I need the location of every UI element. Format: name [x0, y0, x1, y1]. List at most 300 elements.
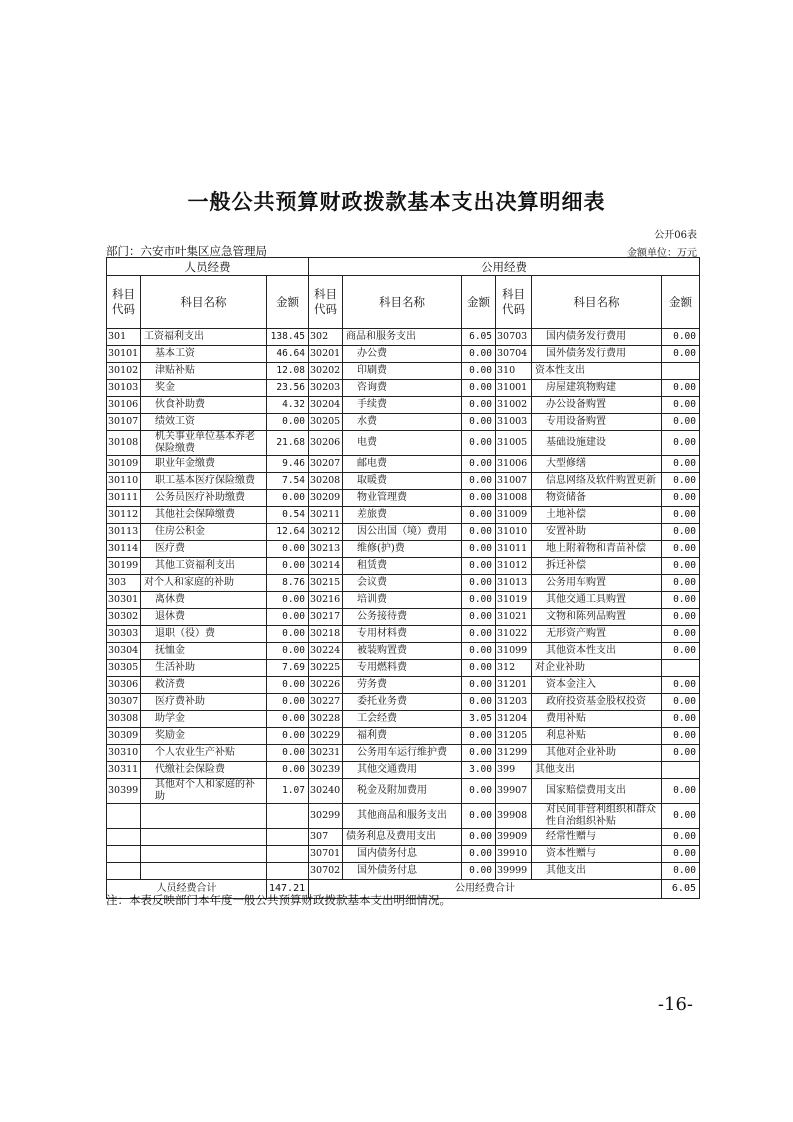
- item-code: 31007: [496, 473, 532, 490]
- item-code: 30102: [107, 363, 141, 380]
- item-amount: 0.00: [662, 541, 700, 558]
- item-amount: 0.00: [267, 643, 309, 660]
- item-code: 39907: [496, 779, 532, 804]
- item-code: 31002: [496, 397, 532, 414]
- item-name: 代缴社会保险费: [141, 762, 267, 779]
- item-code: 39910: [496, 846, 532, 863]
- item-code: [107, 846, 141, 863]
- item-name: 国家赔偿费用支出: [532, 779, 662, 804]
- item-code: 30399: [107, 779, 141, 804]
- table-row: [107, 541, 700, 558]
- item-amount: 0.00: [462, 346, 496, 363]
- item-name: 医疗费补助: [141, 694, 267, 711]
- item-code: 31019: [496, 592, 532, 609]
- table-row: [107, 728, 700, 745]
- item-name: 职业年金缴费: [141, 456, 267, 473]
- item-code: 30205: [309, 414, 343, 431]
- item-code: 30704: [496, 346, 532, 363]
- item-name: 咨询费: [343, 380, 462, 397]
- item-amount: 0.00: [462, 609, 496, 626]
- item-amount: 0.00: [267, 711, 309, 728]
- item-code: 30302: [107, 609, 141, 626]
- item-amount: 0.00: [267, 694, 309, 711]
- item-name: 公务用车运行维护费: [343, 745, 462, 762]
- table-row: [107, 414, 700, 431]
- item-name: 其他资本性支出: [532, 643, 662, 660]
- item-amount: 0.00: [662, 346, 700, 363]
- item-name: 文物和陈列品购置: [532, 609, 662, 626]
- item-amount: 0.00: [462, 363, 496, 380]
- item-name: 商品和服务支出: [343, 329, 462, 346]
- item-amount: [267, 863, 309, 880]
- item-amount: 0.00: [662, 414, 700, 431]
- col-header-code: 科目代码: [107, 276, 141, 329]
- col-header-amount: 金额: [462, 276, 496, 329]
- item-name: 工资福利支出: [141, 329, 267, 346]
- item-code: 30206: [309, 431, 343, 456]
- item-code: 39999: [496, 863, 532, 880]
- item-name: 经常性赠与: [532, 829, 662, 846]
- item-name: 电费: [343, 431, 462, 456]
- table-row: [107, 507, 700, 524]
- item-amount: 4.32: [267, 397, 309, 414]
- item-name: 水费: [343, 414, 462, 431]
- item-name: 伙食补助费: [141, 397, 267, 414]
- item-name: 被装购置费: [343, 643, 462, 660]
- col-header-amount: 金额: [267, 276, 309, 329]
- item-amount: 0.00: [662, 728, 700, 745]
- item-code: 31299: [496, 745, 532, 762]
- item-name: 生活补助: [141, 660, 267, 677]
- item-code: 30702: [309, 863, 343, 880]
- table-row: [107, 762, 700, 779]
- item-name: 基础设施建设: [532, 431, 662, 456]
- item-name: 无形资产购置: [532, 626, 662, 643]
- item-name: 津贴补贴: [141, 363, 267, 380]
- item-name: 国外债务付息: [343, 863, 462, 880]
- item-code: 31099: [496, 643, 532, 660]
- item-code: 30308: [107, 711, 141, 728]
- item-name: 其他商品和服务支出: [343, 804, 462, 829]
- item-name: 公务员医疗补助缴费: [141, 490, 267, 507]
- item-amount: 0.00: [267, 677, 309, 694]
- table-row: [107, 490, 700, 507]
- item-amount: 46.64: [267, 346, 309, 363]
- table-row: [107, 660, 700, 677]
- item-code: 31201: [496, 677, 532, 694]
- item-amount: 3.05: [462, 711, 496, 728]
- expenditure-table: [106, 257, 700, 899]
- item-name: 其他交通工具购置: [532, 592, 662, 609]
- item-code: 30111: [107, 490, 141, 507]
- item-name: 物资储备: [532, 490, 662, 507]
- item-amount: 0.00: [267, 728, 309, 745]
- item-amount: 0.00: [462, 829, 496, 846]
- item-name: 退职（役）费: [141, 626, 267, 643]
- item-name: 地上附着物和青苗补偿: [532, 541, 662, 558]
- item-amount: 0.00: [462, 456, 496, 473]
- item-code: 30204: [309, 397, 343, 414]
- item-amount: 0.00: [662, 431, 700, 456]
- table-row: [107, 804, 700, 829]
- col-header-name: 科目名称: [343, 276, 462, 329]
- item-amount: 0.00: [662, 380, 700, 397]
- item-code: 30214: [309, 558, 343, 575]
- item-code: 30226: [309, 677, 343, 694]
- item-name: 国内债务付息: [343, 846, 462, 863]
- item-code: 30240: [309, 779, 343, 804]
- item-amount: 0.00: [462, 694, 496, 711]
- item-amount: 0.00: [462, 660, 496, 677]
- item-name: 会议费: [343, 575, 462, 592]
- item-amount: 0.00: [267, 490, 309, 507]
- item-code: [107, 829, 141, 846]
- item-code: 30306: [107, 677, 141, 694]
- item-name: 救济费: [141, 677, 267, 694]
- item-code: 31011: [496, 541, 532, 558]
- item-name: 政府投资基金股权投资: [532, 694, 662, 711]
- item-code: 30215: [309, 575, 343, 592]
- item-code: 312: [496, 660, 532, 677]
- item-code: 30311: [107, 762, 141, 779]
- item-name: 对民间非营利组织和群众性自治组织补贴: [532, 804, 662, 829]
- item-name: 其他支出: [532, 863, 662, 880]
- item-name: 其他社会保障缴费: [141, 507, 267, 524]
- item-amount: 0.00: [462, 804, 496, 829]
- item-code: 30231: [309, 745, 343, 762]
- item-amount: 7.69: [267, 660, 309, 677]
- item-amount: 0.00: [267, 626, 309, 643]
- item-amount: 0.00: [462, 431, 496, 456]
- item-name: 资本性赠与: [532, 846, 662, 863]
- item-amount: 0.00: [662, 694, 700, 711]
- table-row: [107, 592, 700, 609]
- col-header-code: 科目代码: [309, 276, 343, 329]
- item-code: 31203: [496, 694, 532, 711]
- item-name: 奖励金: [141, 728, 267, 745]
- item-code: 30208: [309, 473, 343, 490]
- item-amount: 0.00: [662, 626, 700, 643]
- item-amount: 0.00: [462, 643, 496, 660]
- item-name: 土地补偿: [532, 507, 662, 524]
- item-name: 奖金: [141, 380, 267, 397]
- item-code: 30229: [309, 728, 343, 745]
- item-amount: 0.00: [267, 558, 309, 575]
- item-code: 30703: [496, 329, 532, 346]
- item-amount: 0.00: [662, 558, 700, 575]
- item-name: 绩效工资: [141, 414, 267, 431]
- item-name: 其他对个人和家庭的补助: [141, 779, 267, 804]
- page-number: -16-: [657, 994, 693, 1015]
- table-row: [107, 380, 700, 397]
- item-amount: 0.00: [462, 592, 496, 609]
- item-name: 委托业务费: [343, 694, 462, 711]
- item-amount: 0.00: [662, 592, 700, 609]
- item-code: 30114: [107, 541, 141, 558]
- item-amount: 3.00: [462, 762, 496, 779]
- table-row: [107, 431, 700, 456]
- item-name: 房屋建筑物购建: [532, 380, 662, 397]
- page-title: 一般公共预算财政拨款基本支出决算明细表: [187, 189, 606, 214]
- item-amount: 0.00: [662, 397, 700, 414]
- item-name: 培训费: [343, 592, 462, 609]
- item-amount: 0.00: [662, 711, 700, 728]
- item-amount: 0.00: [462, 507, 496, 524]
- item-name: 手续费: [343, 397, 462, 414]
- item-code: 30113: [107, 524, 141, 541]
- item-code: 30199: [107, 558, 141, 575]
- col-header-code: 科目代码: [496, 276, 532, 329]
- item-amount: 0.00: [462, 728, 496, 745]
- col-header-name: 科目名称: [532, 276, 662, 329]
- item-name: 福利费: [343, 728, 462, 745]
- item-code: 31003: [496, 414, 532, 431]
- item-code: 30203: [309, 380, 343, 397]
- item-amount: [662, 762, 700, 779]
- item-name: 个人农业生产补贴: [141, 745, 267, 762]
- item-amount: 9.46: [267, 456, 309, 473]
- item-name: 住房公积金: [141, 524, 267, 541]
- table-row: [107, 711, 700, 728]
- item-code: 302: [309, 329, 343, 346]
- item-code: 30216: [309, 592, 343, 609]
- item-code: 31012: [496, 558, 532, 575]
- table-note: 注：本表反映部门本年度一般公共预算财政拨款基本支出明细情况。: [106, 893, 451, 907]
- item-name: 基本工资: [141, 346, 267, 363]
- item-amount: 0.00: [662, 643, 700, 660]
- item-code: 30224: [309, 643, 343, 660]
- item-name: 国外债务发行费用: [532, 346, 662, 363]
- item-code: 399: [496, 762, 532, 779]
- table-row: [107, 473, 700, 490]
- item-amount: 0.00: [267, 745, 309, 762]
- item-name: 国内债务发行费用: [532, 329, 662, 346]
- item-code: 30106: [107, 397, 141, 414]
- item-amount: 6.05: [462, 329, 496, 346]
- item-code: 307: [309, 829, 343, 846]
- item-amount: 0.00: [662, 575, 700, 592]
- col-header-amount: 金额: [662, 276, 700, 329]
- item-name: 邮电费: [343, 456, 462, 473]
- item-code: 31006: [496, 456, 532, 473]
- table-row: [107, 363, 700, 380]
- table-row: [107, 643, 700, 660]
- item-amount: 0.00: [462, 558, 496, 575]
- item-code: 30202: [309, 363, 343, 380]
- item-amount: 0.00: [662, 524, 700, 541]
- item-name: 其他支出: [532, 762, 662, 779]
- item-code: 303: [107, 575, 141, 592]
- table-row: [107, 558, 700, 575]
- item-amount: 0.00: [662, 846, 700, 863]
- item-amount: [662, 363, 700, 380]
- item-amount: 0.00: [662, 677, 700, 694]
- item-code: 31021: [496, 609, 532, 626]
- item-amount: 0.00: [462, 575, 496, 592]
- item-amount: 0.00: [662, 829, 700, 846]
- item-code: 30201: [309, 346, 343, 363]
- table-row: [107, 575, 700, 592]
- item-amount: [267, 804, 309, 829]
- item-code: 30228: [309, 711, 343, 728]
- item-code: 30107: [107, 414, 141, 431]
- item-amount: 0.00: [662, 473, 700, 490]
- item-name: 物业管理费: [343, 490, 462, 507]
- item-code: 30239: [309, 762, 343, 779]
- item-amount: 0.00: [462, 779, 496, 804]
- item-amount: 0.00: [462, 863, 496, 880]
- item-name: 资本性支出: [532, 363, 662, 380]
- item-name: 医疗费: [141, 541, 267, 558]
- item-amount: 0.00: [267, 592, 309, 609]
- item-name: [141, 863, 267, 880]
- item-amount: 0.00: [462, 524, 496, 541]
- item-amount: 0.00: [662, 779, 700, 804]
- item-amount: 0.00: [462, 380, 496, 397]
- item-amount: 0.00: [267, 762, 309, 779]
- item-name: 其他工资福利支出: [141, 558, 267, 575]
- item-name: 差旅费: [343, 507, 462, 524]
- item-name: 因公出国（境）费用: [343, 524, 462, 541]
- item-code: 30310: [107, 745, 141, 762]
- item-code: 30101: [107, 346, 141, 363]
- group-header-personnel: 人员经费: [107, 258, 309, 276]
- item-code: 31008: [496, 490, 532, 507]
- item-code: 30305: [107, 660, 141, 677]
- item-amount: 0.00: [267, 414, 309, 431]
- public-total-value: 6.05: [662, 880, 700, 899]
- item-amount: 0.00: [462, 745, 496, 762]
- item-name: 维修(护)费: [343, 541, 462, 558]
- item-amount: 0.00: [662, 804, 700, 829]
- item-name: [141, 846, 267, 863]
- item-code: 310: [496, 363, 532, 380]
- item-name: 其他对企业补助: [532, 745, 662, 762]
- item-amount: 0.00: [267, 541, 309, 558]
- item-code: 31001: [496, 380, 532, 397]
- item-code: 30225: [309, 660, 343, 677]
- table-row: [107, 829, 700, 846]
- item-code: 39908: [496, 804, 532, 829]
- item-name: 办公费: [343, 346, 462, 363]
- item-name: 对个人和家庭的补助: [141, 575, 267, 592]
- item-amount: 0.00: [462, 541, 496, 558]
- item-amount: 0.00: [462, 473, 496, 490]
- item-name: 职工基本医疗保险缴费: [141, 473, 267, 490]
- item-name: 取暖费: [343, 473, 462, 490]
- item-code: 30207: [309, 456, 343, 473]
- item-amount: 0.00: [462, 677, 496, 694]
- item-name: 大型修缮: [532, 456, 662, 473]
- item-amount: 0.00: [662, 456, 700, 473]
- item-code: 39909: [496, 829, 532, 846]
- item-amount: [267, 846, 309, 863]
- item-code: 30299: [309, 804, 343, 829]
- item-code: 30108: [107, 431, 141, 456]
- item-amount: [662, 660, 700, 677]
- item-amount: 8.76: [267, 575, 309, 592]
- table-row: [107, 609, 700, 626]
- item-code: 30701: [309, 846, 343, 863]
- table-row: [107, 329, 700, 346]
- table-row: [107, 694, 700, 711]
- table-row: [107, 846, 700, 863]
- department-label: 部门：六安市叶集区应急管理局: [106, 244, 267, 258]
- item-name: 专用设备购置: [532, 414, 662, 431]
- form-number: 公开06表: [654, 230, 697, 241]
- item-code: 301: [107, 329, 141, 346]
- table-row: [107, 626, 700, 643]
- col-header-name: 科目名称: [141, 276, 267, 329]
- item-code: 31005: [496, 431, 532, 456]
- item-name: 利息补贴: [532, 728, 662, 745]
- item-code: 31010: [496, 524, 532, 541]
- table-row: [107, 456, 700, 473]
- table-row: [107, 397, 700, 414]
- item-name: 助学金: [141, 711, 267, 728]
- item-amount: 0.00: [462, 414, 496, 431]
- item-code: 30217: [309, 609, 343, 626]
- item-name: 债务利息及费用支出: [343, 829, 462, 846]
- item-name: 办公设备购置: [532, 397, 662, 414]
- item-code: 30301: [107, 592, 141, 609]
- item-code: 31022: [496, 626, 532, 643]
- item-name: 税金及附加费用: [343, 779, 462, 804]
- item-name: [141, 804, 267, 829]
- item-code: 30103: [107, 380, 141, 397]
- item-code: 31204: [496, 711, 532, 728]
- public-total-label: 公用经费合计: [309, 880, 662, 899]
- item-amount: 23.56: [267, 380, 309, 397]
- item-name: 劳务费: [343, 677, 462, 694]
- item-amount: 0.00: [267, 609, 309, 626]
- item-code: 30307: [107, 694, 141, 711]
- table-row: [107, 677, 700, 694]
- item-name: 工会经费: [343, 711, 462, 728]
- item-amount: 0.00: [662, 609, 700, 626]
- item-code: 30218: [309, 626, 343, 643]
- item-code: 31013: [496, 575, 532, 592]
- item-code: 30112: [107, 507, 141, 524]
- item-name: 抚恤金: [141, 643, 267, 660]
- item-name: 安置补助: [532, 524, 662, 541]
- item-amount: 0.54: [267, 507, 309, 524]
- item-amount: 0.00: [662, 490, 700, 507]
- item-name: [141, 829, 267, 846]
- table-row: [107, 863, 700, 880]
- item-amount: 1.07: [267, 779, 309, 804]
- item-code: 30212: [309, 524, 343, 541]
- personnel-total-label: 人员经费合计: [107, 880, 267, 899]
- item-name: 印刷费: [343, 363, 462, 380]
- item-name: 专用材料费: [343, 626, 462, 643]
- item-name: 公务用车购置: [532, 575, 662, 592]
- item-code: 30227: [309, 694, 343, 711]
- table-row: [107, 524, 700, 541]
- item-amount: 0.00: [662, 507, 700, 524]
- item-code: 31009: [496, 507, 532, 524]
- item-name: 公务接待费: [343, 609, 462, 626]
- item-code: 30213: [309, 541, 343, 558]
- item-code: [107, 863, 141, 880]
- item-name: 对企业补助: [532, 660, 662, 677]
- item-amount: 0.00: [662, 329, 700, 346]
- amount-unit: 金额单位：万元: [627, 248, 697, 259]
- item-amount: 0.00: [662, 863, 700, 880]
- item-amount: 0.00: [462, 846, 496, 863]
- item-code: [107, 804, 141, 829]
- item-name: 专用燃料费: [343, 660, 462, 677]
